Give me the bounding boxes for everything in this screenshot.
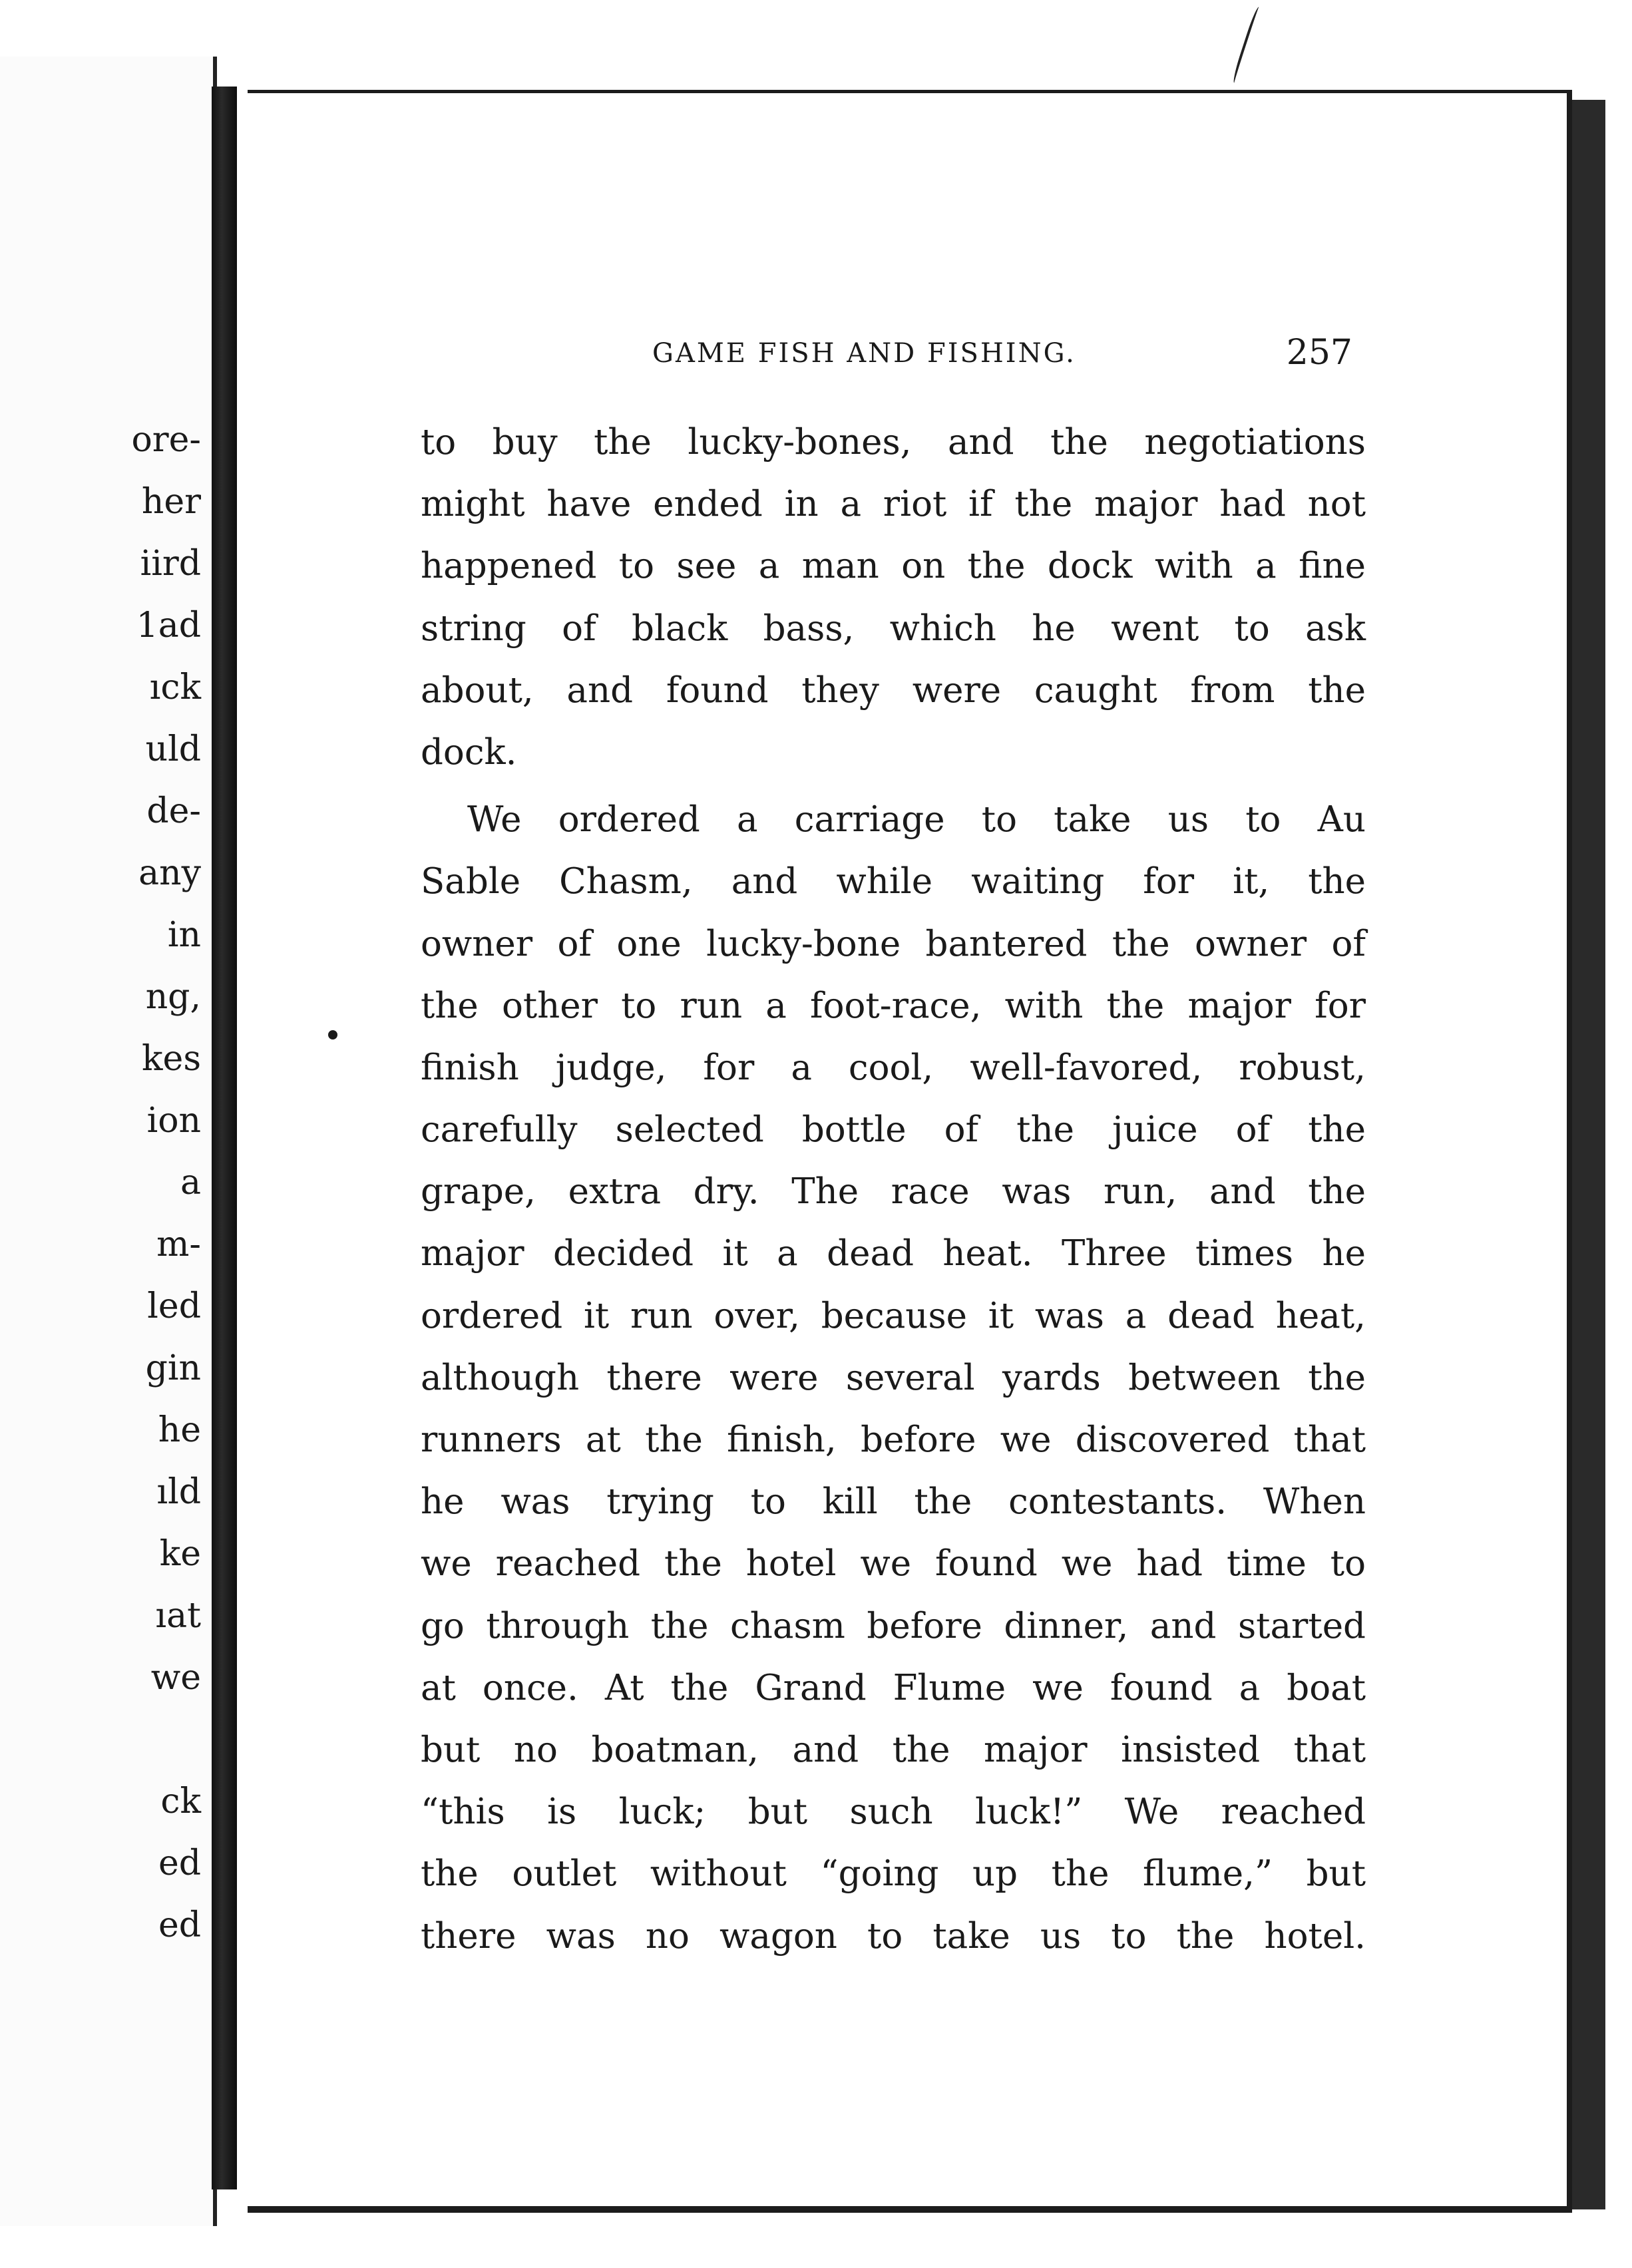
previous-page-fragment-line: uld	[145, 729, 201, 769]
previous-page-fragment-line: ck	[160, 1782, 201, 1821]
text-line: about, and found they were caught from the	[421, 669, 1366, 711]
previous-page-fragment-line: her	[141, 482, 201, 522]
text-line: but no boatman, and the major insisted that	[421, 1729, 1366, 1770]
previous-page-fragment-line: a	[180, 1163, 201, 1203]
text-line: he was trying to kill the contestants. When	[421, 1481, 1366, 1523]
text-line: we reached the hotel we found we had time to	[421, 1543, 1366, 1585]
text-line: carefully selected bottle of the juice of the	[421, 1109, 1366, 1151]
previous-page-fragment-line: ed	[158, 1843, 201, 1883]
text-line: go through the chasm before dinner, and started	[421, 1605, 1366, 1646]
previous-page-fragment-line: ng,	[145, 977, 201, 1017]
page-number: 257	[1286, 333, 1352, 373]
previous-page-fragment-line: m-	[156, 1225, 201, 1264]
text-line: at once. At the Grand Flume we found a boat	[421, 1667, 1366, 1708]
text-line: We ordered a carriage to take us to Au	[467, 799, 1366, 841]
previous-page-fragment-line: ed	[158, 1905, 201, 1945]
previous-page-fragment-line: in	[167, 915, 201, 955]
running-title: GAME FISH AND FISHING.	[652, 338, 1076, 369]
text-line: owner of one lucky-bone bantered the owner of	[421, 923, 1366, 964]
previous-page-fragment-line: gin	[145, 1348, 201, 1388]
text-line: happened to see a man on the dock with a fine	[421, 546, 1366, 587]
text-line: runners at the finish, before we discovered that	[421, 1419, 1366, 1460]
paragraph-gap	[421, 783, 1366, 789]
previous-page-fragment-line: ıld	[156, 1472, 201, 1512]
text-line: grape, extra dry. The race was run, and the	[421, 1171, 1366, 1213]
text-line: string of black bass, which he went to ask	[421, 608, 1366, 649]
running-head	[652, 333, 1358, 379]
paragraph-1	[421, 411, 1366, 783]
scan-mark	[1231, 6, 1263, 85]
previous-page-fragment-line: ore-	[131, 420, 201, 460]
previous-page-fragment-line: de-	[146, 791, 201, 831]
text-line: the outlet without “going up the flume,” but	[421, 1853, 1366, 1895]
book-gutter	[212, 87, 237, 2189]
text-line: finish judge, for a cool, well-favored, robust,	[421, 1047, 1366, 1088]
previous-page-fragment-line: any	[138, 853, 201, 893]
text-line: to buy the lucky-bones, and the negotiations	[421, 422, 1366, 463]
previous-page-fragment-line: we	[150, 1658, 201, 1698]
paragraph-2	[421, 789, 1366, 1967]
text-line: “this is luck; but such luck!” We reached	[421, 1792, 1366, 1833]
previous-page-fragment-line: ke	[159, 1534, 201, 1574]
previous-page-fragment-line: iird	[140, 544, 201, 584]
text-line: dock.	[421, 731, 517, 773]
previous-page-fragment-line: he	[158, 1410, 201, 1450]
text-line: major decided it a dead heat. Three times he	[421, 1233, 1366, 1274]
previous-page-fragment-line	[131, 1709, 201, 1771]
previous-page-fragment-line: ıck	[149, 667, 201, 707]
previous-page-fragment-line: ion	[146, 1101, 201, 1141]
margin-mark	[328, 1030, 337, 1040]
text-line: although there were several yards between the	[421, 1357, 1366, 1398]
text-line: there was no wagon to take us to the hotel.	[421, 1915, 1366, 1957]
body-text	[421, 411, 1366, 1967]
text-line: might have ended in a riot if the major had not	[421, 484, 1366, 525]
page-edge-shadow	[1572, 100, 1605, 2209]
text-line: Sable Chasm, and while waiting for it, the	[421, 861, 1366, 902]
previous-page-fragment-line: 1ad	[136, 606, 201, 646]
text-line: the other to run a foot-race, with the major for	[421, 985, 1366, 1026]
text-line: ordered it run over, because it was a dead heat,	[421, 1295, 1366, 1336]
previous-page-fragment-line: led	[147, 1286, 201, 1326]
previous-page-fragment	[0, 57, 217, 2226]
previous-page-fragment-line: kes	[142, 1039, 201, 1079]
previous-page-line-endings	[131, 409, 201, 1957]
previous-page-fragment-line: ıat	[155, 1596, 201, 1636]
